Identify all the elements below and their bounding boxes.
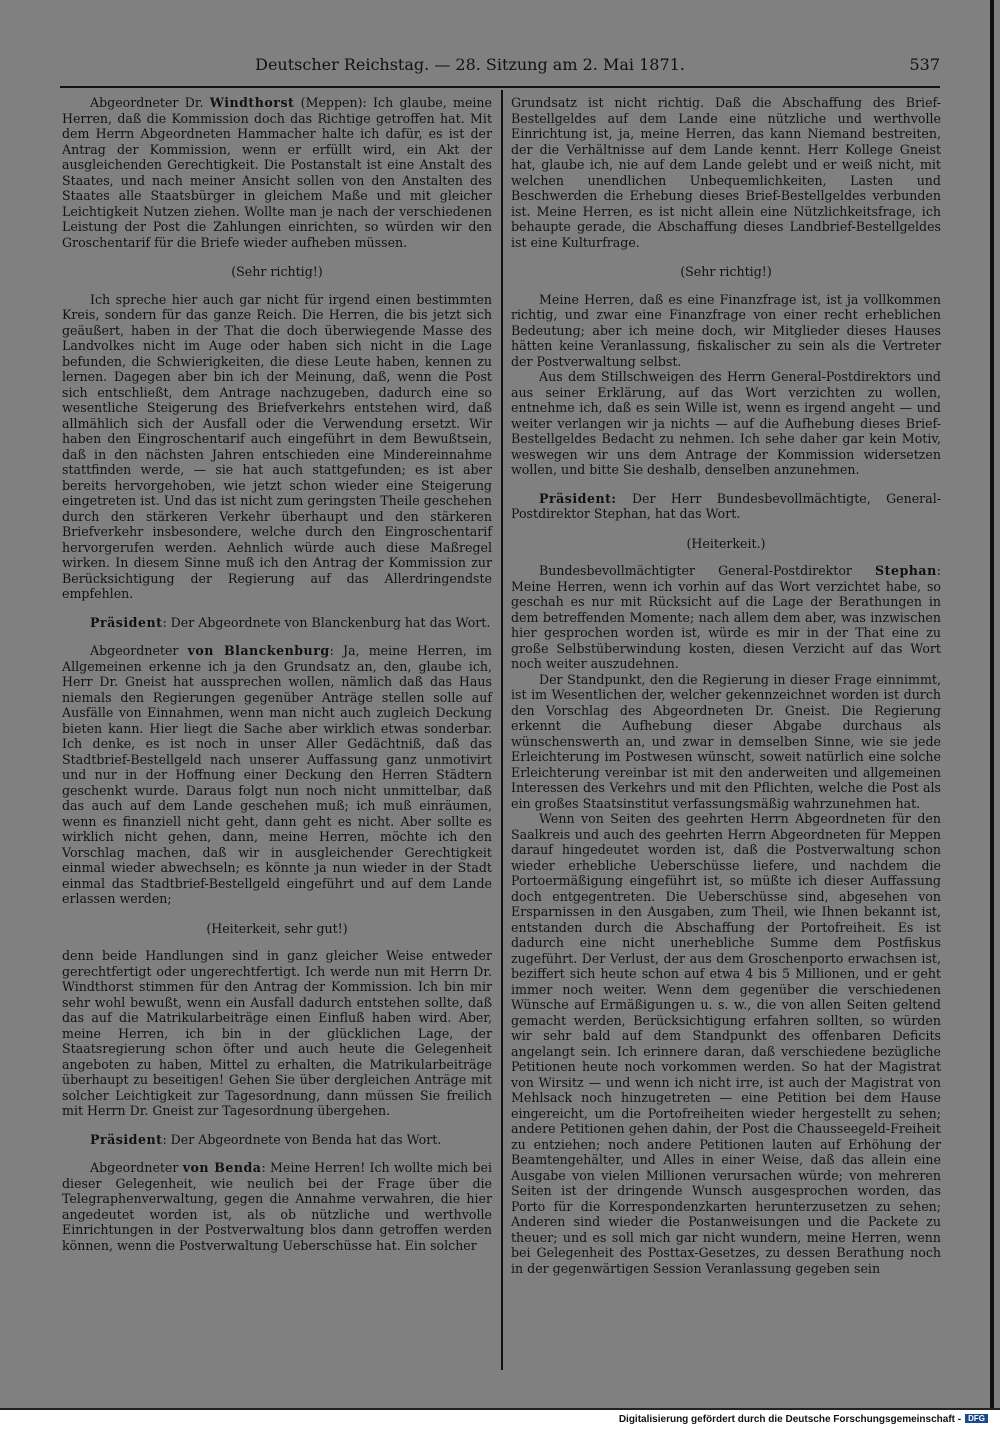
interjection: (Sehr richtig!) [231, 264, 323, 279]
scan-border-right [990, 0, 994, 1410]
speaker-name: von Blanckenburg [187, 643, 330, 658]
left-column [62, 95, 492, 1253]
paragraph: Wenn von Seiten des geehrten Herrn Abgeordneten für den Saalkreis und auch des geehrten Herrn Abgeordneten für Meppen darauf hingedeutet worden ist, daß die Postverwaltung schon wieder erhebliche Ueberschüsse liefere, und nachdem die Portoermäßigung eingeführt ist, so müßte ich dieser Auffassung doch entgegentreten. Die Ueberschüsse sind, abgesehen von Ersparnissen in den Ausgaben, zum Theil, wie Ihnen bekannt ist, entstanden durch die Abschaffung der Portofreiheit. Es ist dadurch eine nicht unerhebliche Summe dem Postfiskus zugeführt. Der Verlust, der aus dem Groschenporto erwachsen ist, beziffert sich heute schon auf etwa 4 bis 5 Millionen, und er geht immer noch weiter. Wenn dem gegenüber die verschiedenen Wünsche auf Ermäßigungen u. s. w., die von allen Seiten geltend gemacht werden, Berücksichtigung erfahren sollten, so würden wir sehr bald auf dem Standpunkt des offenbaren Deficits angelangt sein. Ich erinnere daran, daß verschiedene bezügliche Petitionen heute noch vorkommen werden. So hat der Magistrat von Wirsitz — und wenn ich nicht irre, ist auch der Magistrat von Mehlsack noch hinzugetreten — eine Petition bei dem Hause eingereicht, um die Portofreiheiten wieder hergestellt zu sehen; andere Petitionen gehen dahin, der Post die Chausseegeld-Freiheit zu entziehen; noch andere Petitionen lauten auf Erhöhung der Beamtengehälter, und Alles in einer Weise, daß das allein eine Ausgabe von vielen Millionen verursachen würde; von mehreren Seiten ist der dringende Wunsch ausgesprochen worden, das Porto für die Korrespondenzkarten herunterzusetzen zu sehen; Anderen sind wieder die Postanweisungen und die Packete zu theuer; und es soll mich gar nicht wundern, meine Herren, wenn bei Gelegenheit des Posttax-Gesetzes, zu dessen Berathung noch in der gegenwärtigen Session Veranlassung gegeben sein [511, 811, 941, 1276]
paragraph: Bundesbevollmächtigter General-Postdirektor Stephan: Meine Herren, wenn ich vorhin auf das Wort verzichtet habe, so geschah es nur mit Rücksicht auf die Lage der Berathungen in dem betreffenden Momente; nach allem dem aber, was inzwischen hier gesprochen worden ist, würde es mir in der That eine zu große Selbstüberwindung kosten, diesen Verzicht auf das Wort noch weiter auszudehnen. [511, 563, 941, 671]
speaker-name: Präsident [90, 614, 163, 630]
paragraph: Ich spreche hier auch gar nicht für irgend einen bestimmten Kreis, sondern für das ganze Reich. Die Herren, die bis jetzt sich geäußert, haben in der That die doch überwiegende Masse des Landvolkes nicht im Auge oder haben sich nicht in die Lage befunden, die Schwierigkeiten, die diese Leute haben, kennen zu lernen. Dagegen aber bin ich der Meinung, daß, wenn die Post sich entschließt, dem Antrage nachzugeben, dadurch eine so wesentliche Steigerung des Briefverkehrs entstehen wird, daß allmählich sich der Ausfall oder die Verwendung ersetzt. Wir haben den Eingroschentarif auch eingeführt in dem Bewußtsein, daß in den nächsten Jahren entschieden eine Mindereinnahme stattfinden werde, — sie hat auch stattgefunden; es ist aber bereits hervorgehoben, wie jetzt schon wieder eine Steigerung eingetreten ist. Und das ist nicht zum geringsten Theile geschehen durch den stärkeren Verkehr überhaupt und den stärkeren Briefverkehr insbesondere, welche durch den Eingroschentarif hervorgerufen werden. Aehnlich würde auch diese Maßregel wirken. In diesem Sinne muß ich den Antrag der Kommission zur Berücksichtigung der Regierung auf das Allerdringendste empfehlen. [62, 291, 492, 601]
paragraph: Meine Herren, daß es eine Finanzfrage ist, ist ja vollkommen richtig, und zwar eine Finanzfrage von einer recht erheblichen Bedeutung; aber ich meine doch, wir Mitglieder dieses Hauses hätten keine Veranlassung, fiskalischer zu sein als die Vertreter der Postverwaltung selbst. [511, 291, 941, 369]
paragraph: Der Standpunkt, den die Regierung in dieser Frage einnimmt, ist im Wesentlichen der, welcher gekennzeichnet worden ist durch den Vorschlag des Abgeordneten Dr. Gneist. Die Regierung erkennt die Aufhebung dieser Abgabe durchaus als wünschenswerth an, und zwar in demselben Sinne, wie sie jede Erleichterung im Postwesen wünscht, soweit natürlich eine solche Erleichterung vereinbar ist mit den anderweiten und allgemeinen Interessen des Verkehrs und mit den Pflichten, welche die Post als ein großes Staatsinstitut verfassungsmäßig wahrzunehmen hat. [511, 671, 941, 811]
paragraph: Grundsatz ist nicht richtig. Daß die Abschaffung des Brief-Bestellgeldes auf dem Lande eine nützliche und werthvolle Einrichtung ist, ja, meine Herren, das kann Niemand bestreiten, der die Verhältnisse auf dem Lande kennt. Herr Kollege Gneist hat, glaube ich, nie auf dem Lande gelebt und er weiß nicht, mit welchen unendlichen Unbequemlichkeiten, Lasten und Beschwerden die Erhebung dieses Brief-Bestellgeldes verbunden ist. Meine Herren, es ist nicht allein eine Nützlichkeitsfrage, ich behaupte gerade, die Abschaffung dieses Landbrief-Bestellgeldes ist eine Kulturfrage. [511, 95, 941, 250]
speaker-name: Stephan [875, 563, 937, 578]
paragraph: Abgeordneter Dr. Windthorst (Meppen): Ich glaube, meine Herren, daß die Kommission doch das Richtige getroffen hat. Mit dem Herrn Abgeordneten Hammacher halte ich dafür, es ist der Antrag der Kommission, wenn er erfüllt wird, ein Akt der ausgleichenden Gerechtigkeit. Die Postanstalt ist eine Anstalt des Staates, und nach meiner Ansicht sollen von den Anstalten des Staates alle Staatsbürger in gleichem Maße und mit gleicher Leichtigkeit Nutzen ziehen. Wollte man je nach der verschiedenen Leistung der Post die Zahlungen einrichten, so würden wir den Groschentarif für die Briefe wieder aufheben müssen. [62, 95, 492, 250]
scan-border-bottom [0, 1408, 1000, 1410]
paragraph: Präsident: Der Abgeordnete von Blanckenburg hat das Wort. [90, 614, 491, 630]
speaker-name: Windthorst [209, 95, 295, 110]
paragraph: Präsident: Der Abgeordnete von Benda hat das Wort. [90, 1131, 442, 1147]
paragraph: Abgeordneter von Benda: Meine Herren! Ich wollte mich bei dieser Gelegenheit, wie neulich bei der Frage über die Telegraphenverwaltung, gegen die Annahme verwahren, die hier angedeutet worden ist, als ob nützliche und werthvolle Einrichtungen in der Postverwaltung blos dann getroffen werden können, wenn die Postverwaltung Ueberschüsse hat. Ein solcher [62, 1160, 492, 1253]
speaker-name: Präsident: [539, 490, 617, 506]
running-title: Deutscher Reichstag. — 28. Sitzung am 2. Mai 1871. [255, 55, 685, 74]
speaker-name: Präsident [90, 1131, 163, 1147]
interjection: (Sehr richtig!) [680, 264, 772, 279]
header-rule [60, 86, 940, 88]
interjection: (Heiterkeit, sehr gut!) [206, 920, 348, 936]
paragraph: Abgeordneter von Blanckenburg: Ja, meine Herren, im Allgemeinen erkenne ich ja den Grundsatz an, den, glaube ich, Herr Dr. Gneist hat aussprechen wollen, nämlich daß das Haus niemals den Regierungen gegenüber Anträge stellen solle auf Ausfälle von Einnahmen, wenn man nicht auch zugleich Deckung bieten kann. Hier liegt die Sache aber wirklich etwas sonderbar. Ich denke, es ist noch in unser Aller Gedächtniß, daß das Stadtbrief-Bestellgeld nach unserer Auffassung ganz unmotivirt und nur in der Hoffnung einer Deckung den Herren Städtern geschenkt wurde. Daraus folgt nun noch nicht unmittelbar, daß das auch auf dem Lande geschehen muß; ich muß einräumen, wenn es finanziell nicht geht, dann geht es nicht. Aber sollte es wirklich nicht gehen, dann, meine Herren, möchte ich den Vorschlag machen, daß wir in ausgleichender Gerechtigkeit einmal wieder abwechseln; es könnte ja nun wieder in der Stadt einmal das Stadtbrief-Bestellgeld eingeführt und auf dem Lande erlassen werden; [62, 643, 492, 906]
paragraph: Präsident: Der Herr Bundesbevollmächtigte, General-Postdirektor Stephan, hat das Wort. [511, 490, 941, 521]
page-header [60, 55, 940, 79]
interjection: (Heiterkeit.) [686, 535, 766, 551]
column-divider [501, 90, 503, 1370]
right-column [511, 95, 941, 1276]
page-number: 537 [909, 55, 940, 74]
paragraph: denn beide Handlungen sind in ganz gleicher Weise entweder gerechtfertigt oder ungerechtfertigt. Ich werde nun mit Herrn Dr. Windthorst stimmen für den Antrag der Kommission. Ich bin mir sehr wohl bewußt, wenn ein Ausfall dadurch entstehen sollte, daß das auf die Matrikularbeiträge einen Einfluß haben wird. Aber, meine Herren, ich bin in der glücklichen Lage, der Staatsregierung schon öfter und auch heute die Gelegenheit angeboten zu haben, Mittel zu erhalten, die Matrikularbeiträge überhaupt zu beseitigen! Gehen Sie über dergleichen Anträge mit solcher Leichtigkeit zur Tagesordnung, dann müssen Sie freilich mit Herrn Dr. Gneist zur Tagesordnung übergehen. [62, 948, 492, 1118]
digitization-footer [0, 1414, 988, 1428]
paragraph: Aus dem Stillschweigen des Herrn General-Postdirektors und aus seiner Erklärung, auf das Wort verzichten zu wollen, entnehme ich, daß es sein Wille ist, wenn es irgend angeht — und weiter verlangen wir ja nichts — auf die Aufhebung dieses Brief-Bestellgeldes Bedacht zu nehmen. Ich sehe daher gar kein Motiv, weswegen wir uns dem Antrage der Kommission widersetzen wollen, und bitte Sie deshalb, denselben anzunehmen. [511, 369, 941, 477]
speaker-name: von Benda [182, 1160, 262, 1175]
dfg-logo: DFG [965, 1414, 988, 1423]
footer-text: Digitalisierung gefördert durch die Deutsche Forschungsgemeinschaft - [618, 1414, 962, 1425]
